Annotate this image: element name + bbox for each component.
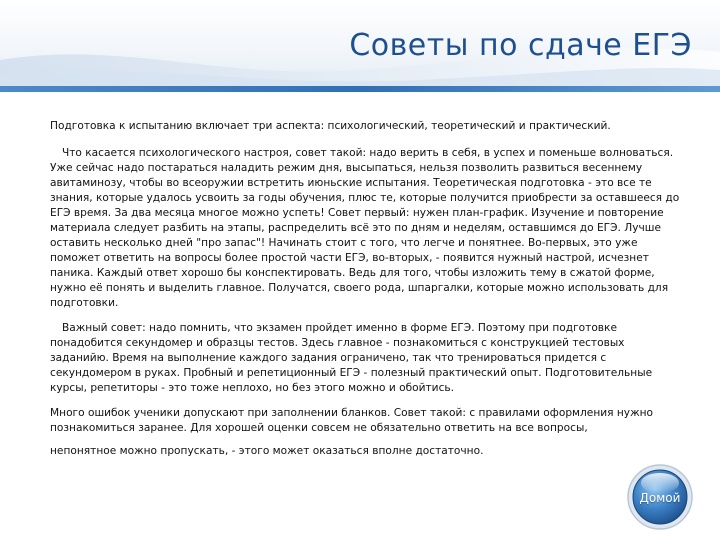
paragraph-psychology: Что касается психологического настроя, совет такой: надо верить в себя, в успех и поменьше волноваться. Уже сейчас надо постараться наладить режим дня, высыпаться, нельзя позволить развиться весеннему авитаминозу, чтобы во всеоружии встретить июньские испытания. Теоретическая подготовка - это все те знания, которые удалось усвоить за годы обучения, плюс те, которые получится приобрести за оставшееся до ЕГЭ время. За два месяца многое можно успеть! Совет первый: нужен план-график. Изучение и повторение материала следует разбить на этапы, распределить всё это по дням и неделям, оставшимся до ЕГЭ. Лучше оставить несколько дней "про запас"! Начинать стоит с того, что легче и понятнее. Во-первых, это уже поможет ответить на вопросы более простой части ЕГЭ, во-вторых, - появится нужный настрой, исчезнет паника. Каждый ответ хорошо бы конспектировать. Ведь для того, чтобы изложить тему в сжатой форме, нужно её понять и выделить главное. Получатся, своего рода, шпаргалки, которые можно использовать для подготовки. <box>50 147 680 309</box>
slide-title: Советы по сдаче ЕГЭ <box>349 28 692 63</box>
paragraph-closing: непонятное можно пропускать, - этого может оказаться вполне достаточно. <box>50 445 484 457</box>
slide-body <box>50 119 684 459</box>
paragraph-forms: Много ошибок ученики допускают при заполнении бланков. Совет такой: с правилами оформления нужно познакомиться заранее. Для хорошей оценки совсем не обязательно ответить на все вопросы, <box>50 407 654 434</box>
header-banner <box>0 0 720 92</box>
header-divider <box>0 86 720 92</box>
home-button[interactable] <box>624 461 696 533</box>
paragraph-intro: Подготовка к испытанию включает три аспекта: психологический, теоретический и практический. <box>50 120 611 132</box>
home-button-label: Домой <box>639 491 681 505</box>
paragraph-important-advice: Важный совет: надо помнить, что экзамен пройдет именно в форме ЕГЭ. Поэтому при подготовке понадобится секундомер и образцы тестов. Здесь главное - познакомиться с конструкцией тестовых заданийю. Время на выполнение каждого задания ограничено, так что тренироваться придется с секундомером в руках. Пробный и репетиционный ЕГЭ - полезный практический опыт. Подготовительные курсы, репетиторы - это тоже неплохо, но без этого можно и обойтись. <box>50 322 653 394</box>
